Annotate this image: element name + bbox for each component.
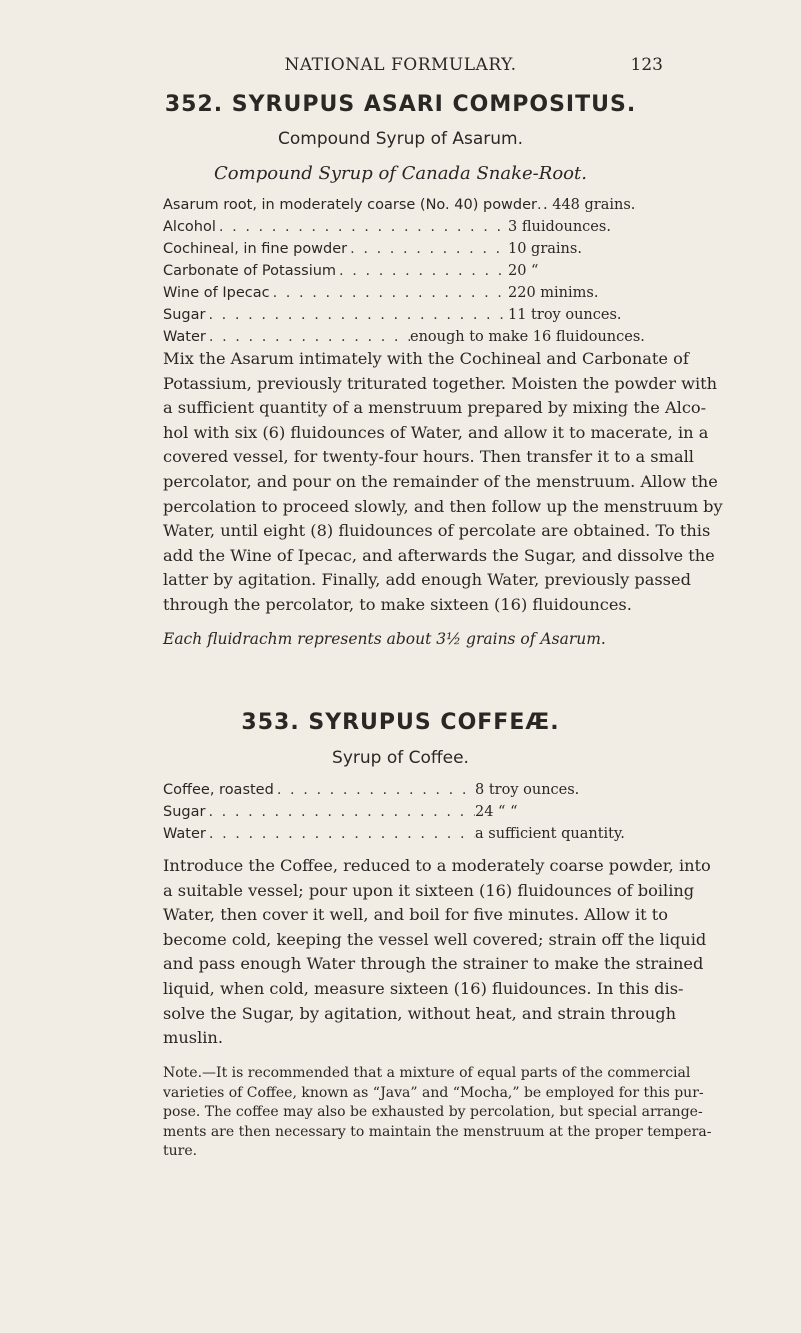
ingredient-row bbox=[163, 285, 630, 307]
section-352-yield-note: Each fluidrachm represents about 3½ grains of Asarum. bbox=[163, 630, 606, 648]
ingredient-row bbox=[163, 307, 630, 329]
text-line: Mix the Asarum intimately with the Cochineal and Carbonate of bbox=[163, 349, 689, 368]
section-353-ingredients bbox=[163, 782, 630, 848]
page-header bbox=[0, 55, 801, 79]
text-line: muslin. bbox=[163, 1028, 224, 1048]
section-352-title: 352. SYRUPUS ASARI COMPOSITUS. bbox=[164, 92, 637, 117]
ingredient-name: Coffee, roasted bbox=[163, 782, 274, 798]
ingredient-quantity: a sufficient quantity. bbox=[475, 826, 625, 842]
note-line: varieties of Coffee, known as “Java” and “Mocha,” be employed for this pur- bbox=[163, 1084, 704, 1101]
ingredient-row bbox=[163, 804, 630, 826]
ingredient-quantity: . 448 grains. bbox=[543, 197, 636, 213]
section-352-subtitle: Compound Syrup of Asarum. bbox=[278, 129, 523, 149]
ingredient-name: Carbonate of Potassium bbox=[163, 263, 337, 279]
ingredient-row bbox=[163, 782, 630, 804]
ingredient-row bbox=[163, 197, 636, 219]
text-line: become cold, keeping the vessel well covered; strain off the liquid bbox=[163, 929, 707, 949]
ingredient-quantity: 220 minims. bbox=[508, 285, 599, 301]
section-352-alt-title: Compound Syrup of Canada Snake-Root. bbox=[214, 163, 587, 184]
ingredient-quantity: 8 troy ounces. bbox=[475, 782, 580, 798]
note-line: ture. bbox=[163, 1143, 198, 1159]
text-line: Potassium, previously triturated together. Moisten the powder with bbox=[163, 373, 718, 393]
running-title: NATIONAL FORMULARY. bbox=[284, 55, 517, 75]
text-line: and pass enough Water through the strainer to make the strained bbox=[163, 954, 704, 974]
section-353-note bbox=[163, 1064, 712, 1162]
ingredient-name: Asarum root, in moderately coarse (No. 40) powder bbox=[163, 197, 538, 213]
section-352-ingredients bbox=[163, 197, 645, 351]
section-353-subtitle: Syrup of Coffee. bbox=[332, 748, 469, 768]
ingredient-name: Wine of Ipecac bbox=[163, 285, 270, 301]
section-353-directions bbox=[163, 854, 711, 1051]
ingredient-row bbox=[163, 219, 630, 241]
text-line: percolation to proceed slowly, and then follow up the menstruum by bbox=[163, 496, 723, 516]
text-line: solve the Sugar, by agitation, without heat, and strain through bbox=[163, 1003, 677, 1023]
text-line: a suitable vessel; pour upon it sixteen (16) fluidounces of boiling bbox=[163, 880, 695, 900]
ingredient-name: Cochineal, in fine powder bbox=[163, 241, 348, 257]
text-line: through the percolator, to make sixteen (16) fluidounces. bbox=[163, 594, 632, 614]
text-line: Introduce the Coffee, reduced to a moderately coarse powder, into bbox=[163, 856, 711, 875]
note-line: pose. The coffee may also be exhausted by percolation, but special arrange- bbox=[163, 1104, 703, 1120]
ingredient-name: Water bbox=[163, 329, 206, 345]
ingredient-quantity: 24 “ “ bbox=[475, 804, 518, 820]
section-353-title: 353. SYRUPUS COFFEÆ. bbox=[241, 710, 560, 735]
section-352-directions bbox=[163, 347, 723, 618]
ingredient-quantity: 20 “ bbox=[508, 263, 539, 279]
text-line: Water, until eight (8) fluidounces of percolate are obtained. To this bbox=[163, 521, 711, 541]
ingredient-quantity: enough to make 16 fluidounces. bbox=[410, 329, 645, 345]
text-line: add the Wine of Ipecac, and afterwards the Sugar, and dissolve the bbox=[163, 545, 715, 565]
note-line: Note.—It is recommended that a mixture of equal parts of the commercial bbox=[163, 1065, 691, 1081]
ingredient-row bbox=[163, 826, 630, 848]
text-line: hol with six (6) fluidounces of Water, and allow it to macerate, in a bbox=[163, 422, 709, 442]
ingredient-row bbox=[163, 263, 630, 285]
ingredient-quantity: 10 grains. bbox=[508, 241, 582, 257]
ingredient-name: Water bbox=[163, 826, 206, 842]
text-line: percolator, and pour on the remainder of the menstruum. Allow the bbox=[163, 471, 718, 491]
ingredient-name: Sugar bbox=[163, 307, 206, 323]
ingredient-name: Alcohol bbox=[163, 219, 216, 235]
page-number: 123 bbox=[630, 55, 663, 75]
text-line: Water, then cover it well, and boil for five minutes. Allow it to bbox=[163, 905, 669, 925]
text-line: covered vessel, for twenty-four hours. Then transfer it to a small bbox=[163, 447, 694, 467]
ingredient-row bbox=[163, 241, 630, 263]
note-line: ments are then necessary to maintain the menstruum at the proper tempera- bbox=[163, 1123, 712, 1140]
ingredient-quantity: 3 fluidounces. bbox=[508, 219, 611, 235]
text-line: liquid, when cold, measure sixteen (16) fluidounces. In this dis- bbox=[163, 978, 684, 998]
text-line: a sufficient quantity of a menstruum prepared by mixing the Alco- bbox=[163, 398, 707, 418]
text-line: latter by agitation. Finally, add enough Water, previously passed bbox=[163, 570, 691, 590]
ingredient-quantity: 11 troy ounces. bbox=[508, 307, 622, 323]
ingredient-name: Sugar bbox=[163, 804, 206, 820]
